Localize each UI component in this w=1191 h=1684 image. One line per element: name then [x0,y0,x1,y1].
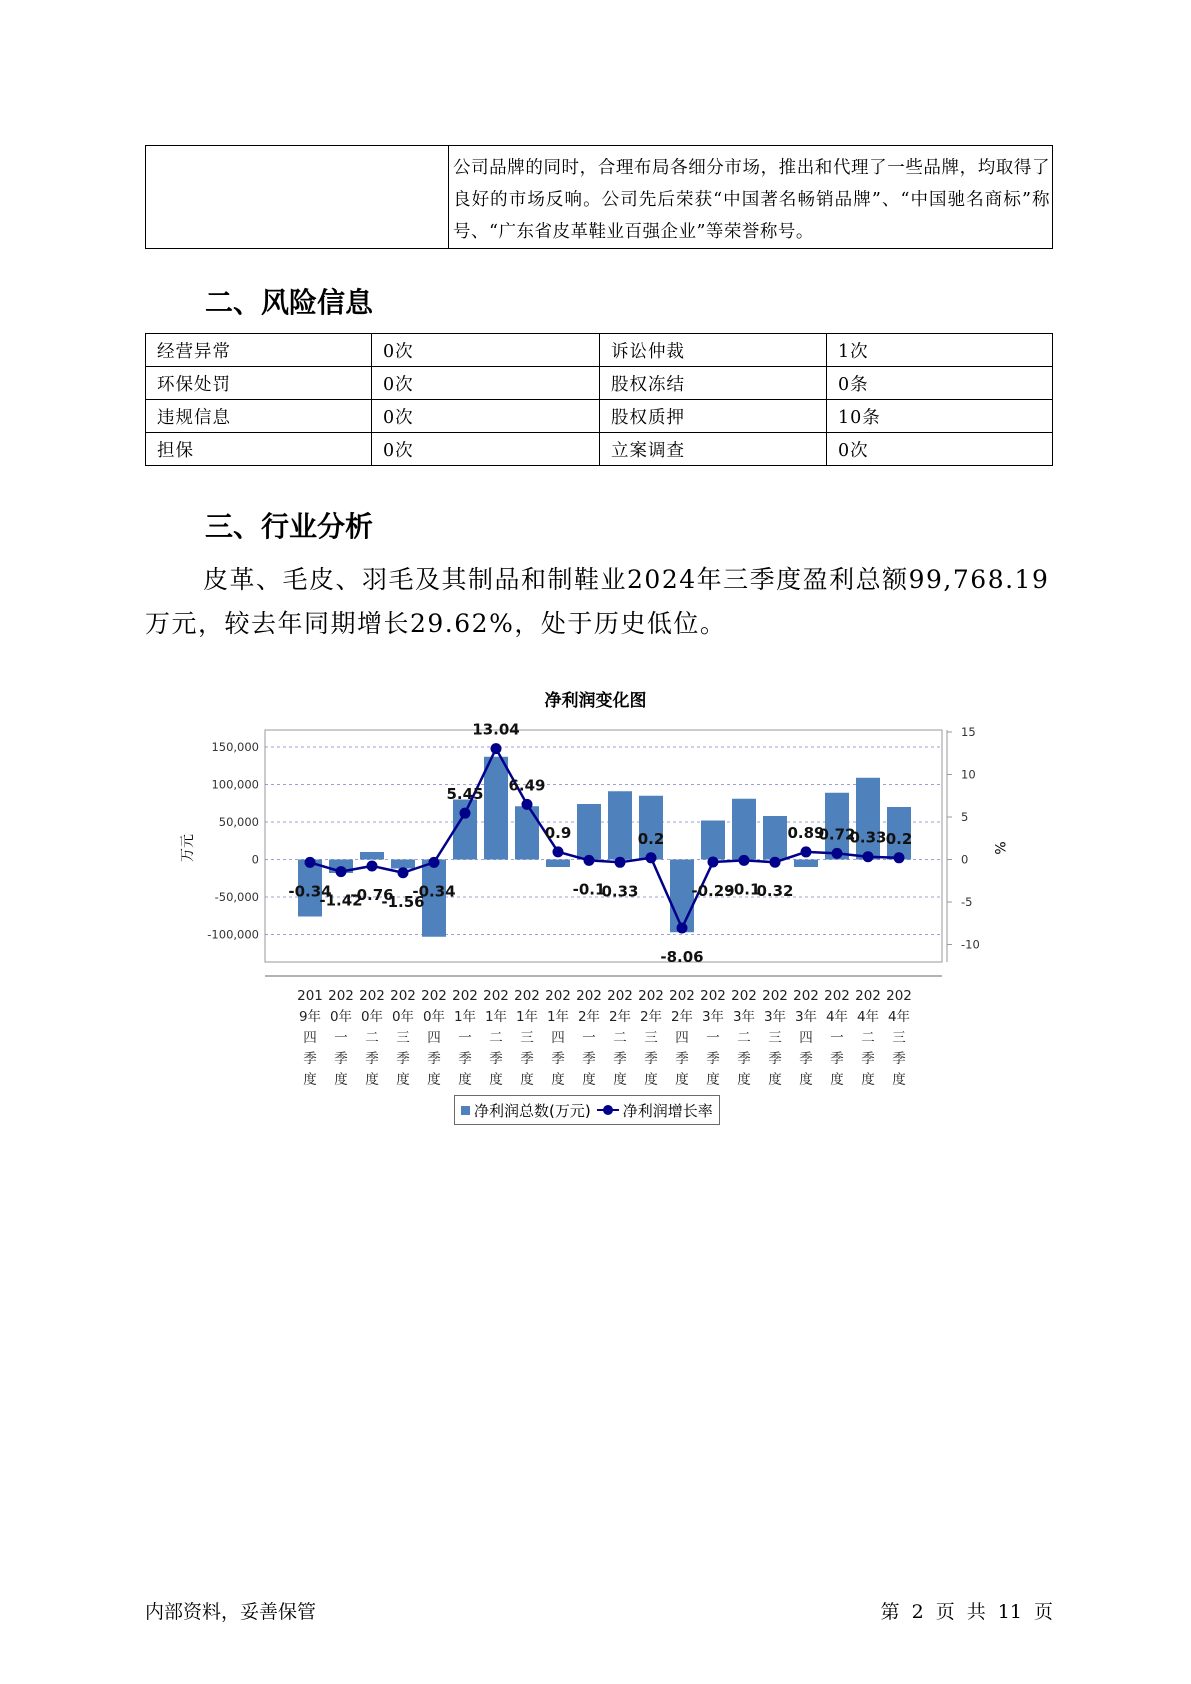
x-tick-label: 度 [458,1072,472,1088]
legend-item-bar [461,1100,591,1121]
growth-point [677,923,688,934]
growth-point [801,846,812,857]
footer-confidential: 内部资料，妥善保管 [145,1601,317,1623]
x-tick-label: 三 [396,1030,410,1046]
x-tick-label: 季 [520,1051,534,1067]
x-tick-label: 202 [824,988,850,1004]
x-tick-label: 4年 [856,1009,880,1025]
bar [608,791,632,859]
risk-section-title: 二、风险信息 [205,286,374,319]
x-tick-label: 一 [582,1030,596,1046]
intro-text-cell: 公司品牌的同时，合理布局各细分市场，推出和代理了一些品牌，均取得了良好的市场反响。公司先后荣获“中国著名畅销品牌”、“中国驰名商标”称号、“广东省皮革鞋业百强企业”等荣誉称号。 [449,146,1053,249]
x-tick-label: 1年 [453,1009,477,1025]
x-tick-label: 202 [421,988,447,1004]
y-left-tick-label: 0 [251,852,259,867]
bar [391,860,415,869]
risk-value: 1次 [827,334,1053,367]
x-tick-label: 202 [545,988,571,1004]
x-tick-label: 3年 [732,1009,756,1025]
growth-point [553,846,564,857]
y-left-tick-label: 100,000 [211,777,259,792]
growth-data-label: 6.49 [508,776,546,795]
growth-data-label: -1.56 [381,892,425,911]
y-right-tick-label: 15 [961,725,976,739]
x-tick-label: 三 [768,1030,782,1046]
legend-line-swatch [597,1105,619,1115]
y-left-tick-label: -50,000 [214,890,259,904]
bar [794,860,818,868]
x-tick-label: 4年 [887,1009,911,1025]
x-tick-label: 二 [489,1030,503,1046]
x-tick-label: 0年 [360,1009,384,1025]
growth-data-label: -0.34 [412,882,456,901]
x-tick-label: 202 [607,988,633,1004]
x-tick-label: 三 [644,1030,658,1046]
x-tick-label: 202 [328,988,354,1004]
x-tick-label: 度 [768,1072,782,1088]
bar [484,757,508,860]
growth-point [429,857,440,868]
bar [360,852,384,860]
growth-point [832,848,843,859]
x-tick-label: 0年 [329,1009,353,1025]
x-tick-label: 季 [303,1051,317,1067]
risk-value: 0次 [372,433,600,466]
x-tick-label: 度 [396,1072,410,1088]
industry-section-title: 三、行业分析 [205,510,374,543]
growth-data-label: 5.45 [446,785,484,804]
bar [763,816,787,860]
x-tick-label: 度 [303,1072,317,1088]
y-right-tick-label: 10 [961,767,976,782]
growth-data-label: 0.32 [756,882,794,901]
legend-bar-label: 净利润总数(万元) [474,1101,591,1120]
x-tick-label: 度 [613,1072,627,1088]
y-right-tick-label: -10 [961,937,980,952]
x-tick-label: 季 [613,1051,627,1067]
x-tick-label: 季 [644,1051,658,1067]
risk-label: 立案调查 [600,433,827,466]
x-tick-label: 度 [675,1072,689,1088]
growth-data-label: 0.9 [544,823,572,842]
x-tick-label: 202 [359,988,385,1004]
x-tick-label: 季 [737,1051,751,1067]
x-tick-label: 9年 [298,1009,322,1025]
growth-point [770,857,781,868]
x-tick-label: 季 [489,1051,503,1067]
x-tick-label: 季 [582,1051,596,1067]
x-tick-label: 季 [551,1051,565,1067]
footer-page-number: 第 2 页 共 11 页 [880,1601,1053,1623]
x-tick-label: 度 [489,1072,503,1088]
x-tick-label: 季 [768,1051,782,1067]
y-right-tick-label: 0 [961,852,969,867]
x-tick-label: 202 [886,988,912,1004]
growth-data-label: -0.1 [727,880,761,899]
x-tick-label: 二 [613,1030,627,1046]
x-tick-label: 3年 [701,1009,725,1025]
x-tick-label: 一 [458,1030,472,1046]
bar [546,860,570,868]
growth-data-label: 0.2 [885,829,913,848]
x-tick-label: 2年 [608,1009,632,1025]
x-tick-label: 季 [458,1051,472,1067]
growth-point [491,743,502,754]
x-tick-label: 度 [365,1072,379,1088]
bar [515,806,539,859]
risk-label: 经营异常 [146,334,372,367]
chart-title: 净利润变化图 [544,691,647,711]
growth-point [708,856,719,867]
x-tick-label: 201 [297,988,323,1004]
x-tick-label: 四 [799,1030,813,1046]
growth-data-label: 0.89 [787,823,825,842]
y-right-axis-title: % [991,841,1007,855]
x-tick-label: 度 [737,1072,751,1088]
growth-point [305,857,316,868]
bar [856,778,880,860]
legend-bar-swatch [461,1106,470,1115]
x-tick-label: 季 [830,1051,844,1067]
risk-value: 0次 [827,433,1053,466]
y-left-tick-label: -100,000 [207,927,259,942]
x-tick-label: 四 [303,1030,317,1046]
x-tick-label: 202 [514,988,540,1004]
x-tick-label: 度 [334,1072,348,1088]
y-left-tick-label: 50,000 [218,815,259,829]
x-tick-label: 4年 [825,1009,849,1025]
x-tick-label: 二 [737,1030,751,1046]
x-tick-label: 3年 [794,1009,818,1025]
growth-point [584,855,595,866]
x-tick-label: 202 [731,988,757,1004]
growth-data-label: 0.72 [818,825,856,844]
risk-label: 股权冻结 [600,367,827,400]
growth-point [615,857,626,868]
x-tick-label: 1年 [546,1009,570,1025]
x-tick-label: 季 [396,1051,410,1067]
x-tick-label: 季 [334,1051,348,1067]
x-tick-label: 度 [644,1072,658,1088]
x-tick-label: 202 [700,988,726,1004]
risk-value: 0条 [827,367,1053,400]
growth-point [863,851,874,862]
risk-label: 股权质押 [600,400,827,433]
risk-value: 10条 [827,400,1053,433]
x-tick-label: 季 [861,1051,875,1067]
y-left-axis-title: 万元 [180,834,196,862]
growth-data-label: -8.06 [660,948,704,967]
industry-paragraph: 皮革、毛皮、羽毛及其制品和制鞋业2024年三季度盈利总额99,768.19万元，较去年同期增长29.62%，处于历史低位。 [145,565,1050,638]
growth-point [336,866,347,877]
x-tick-label: 202 [762,988,788,1004]
x-tick-label: 四 [427,1030,441,1046]
legend-item-line [597,1100,713,1121]
x-tick-label: 一 [334,1030,348,1046]
growth-data-label: 0.2 [637,829,665,848]
x-tick-label: 度 [427,1072,441,1088]
growth-point [460,808,471,819]
x-tick-label: 季 [892,1051,906,1067]
growth-point [646,852,657,863]
x-tick-label: 季 [365,1051,379,1067]
risk-label: 违规信息 [146,400,372,433]
growth-point [739,855,750,866]
x-tick-label: 202 [638,988,664,1004]
growth-point [894,852,905,863]
growth-data-label: -1.42 [319,891,363,910]
x-tick-label: 二 [365,1030,379,1046]
x-tick-label: 季 [427,1051,441,1067]
x-tick-label: 2年 [670,1009,694,1025]
x-tick-label: 2年 [577,1009,601,1025]
legend-line-label: 净利润增长率 [622,1101,713,1120]
growth-point [522,799,533,810]
growth-data-label: 0.33 [601,882,639,901]
risk-label: 担保 [146,433,372,466]
growth-data-label: -0.1 [572,880,606,899]
y-left-tick-label: 150,000 [211,740,259,754]
x-tick-label: 度 [706,1072,720,1088]
bar [639,796,663,860]
growth-data-label: 0.33 [849,828,887,847]
x-tick-label: 四 [675,1030,689,1046]
x-tick-label: 三 [520,1030,534,1046]
x-tick-label: 度 [892,1072,906,1088]
growth-point [367,860,378,871]
growth-data-label: 13.04 [472,720,520,739]
x-tick-label: 202 [855,988,881,1004]
bar [701,821,725,860]
x-tick-label: 202 [793,988,819,1004]
growth-point [398,867,409,878]
x-tick-label: 1年 [515,1009,539,1025]
y-right-tick-label: -5 [961,895,973,909]
x-tick-label: 2年 [639,1009,663,1025]
chart-legend [454,1095,720,1125]
risk-label: 诉讼仲裁 [600,334,827,367]
x-tick-label: 度 [520,1072,534,1088]
x-tick-label: 202 [390,988,416,1004]
x-tick-label: 202 [483,988,509,1004]
risk-value: 0次 [372,400,600,433]
x-tick-label: 一 [830,1030,844,1046]
risk-value: 0次 [372,334,600,367]
growth-data-label: -0.76 [350,885,394,904]
x-tick-label: 度 [582,1072,596,1088]
x-tick-label: 度 [861,1072,875,1088]
risk-label: 环保处罚 [146,367,372,400]
x-tick-label: 202 [452,988,478,1004]
x-tick-label: 202 [669,988,695,1004]
x-tick-label: 季 [799,1051,813,1067]
x-tick-label: 四 [551,1030,565,1046]
x-tick-label: 一 [706,1030,720,1046]
x-tick-label: 3年 [763,1009,787,1025]
x-tick-label: 1年 [484,1009,508,1025]
growth-data-label: -0.34 [288,882,332,901]
x-tick-label: 0年 [391,1009,415,1025]
x-tick-label: 度 [830,1072,844,1088]
x-tick-label: 度 [551,1072,565,1088]
x-tick-label: 三 [892,1030,906,1046]
x-tick-label: 0年 [422,1009,446,1025]
x-tick-label: 季 [706,1051,720,1067]
y-right-tick-label: 5 [961,810,969,824]
x-tick-label: 季 [675,1051,689,1067]
x-tick-label: 二 [861,1030,875,1046]
bar [577,804,601,860]
bar [732,799,756,860]
x-tick-label: 202 [576,988,602,1004]
risk-value: 0次 [372,367,600,400]
x-tick-label: 度 [799,1072,813,1088]
growth-data-label: -0.29 [691,881,735,900]
